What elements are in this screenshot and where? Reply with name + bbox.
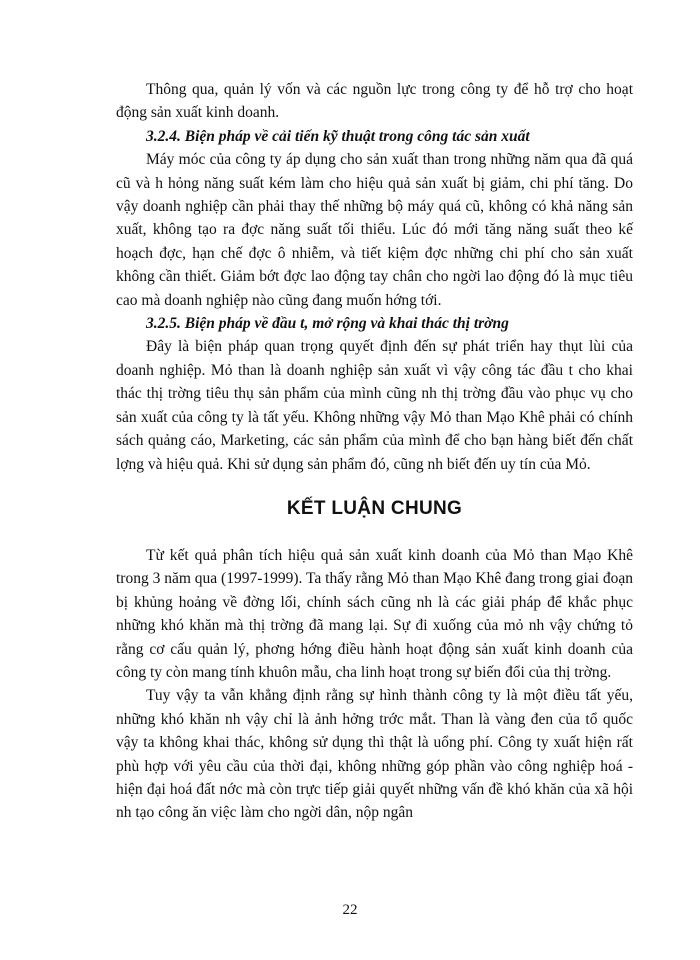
paragraph-technical-improvement: Máy móc của công ty áp dụng cho sản xuất than trong những năm qua đã quá cũ và h hỏng năng suất kém làm cho hiệu quả sản xuất bị giảm, chi phí tăng. Do vậy doanh nghiệp cần phải thay thế những bộ máy quá cũ, không có khả năng sản xuất, không tạo ra đợc năng suất tối thiểu. Lúc đó mới tăng năng suất theo kế hoạch đợc, hạn chế đợc ô nhiễm, và tiết kiệm đợc những chi phí cho sản xuất không cần thiết. Giảm bớt đợc lao động tay chân cho ngời lao động đó là mục tiêu cao mà doanh nghiệp nào cũng đang muốn hớng tới. bbox=[116, 151, 633, 309]
page-number: 22 bbox=[342, 902, 358, 918]
section-heading-3-2-4: 3.2.4. Biện pháp về cải tiến kỹ thuật trong công tác sản xuất bbox=[146, 127, 530, 145]
conclusion-paragraph-2: Tuy vậy ta vẫn khẳng định rằng sự hình thành công ty là một điều tất yếu, những khó khăn nh vậy chỉ là ảnh hởng trớc mắt. Than là vàng đen của tổ quốc vậy ta không khai thác, không sử dụng thì thật là uổng phí. Công ty xuất hiện rất phù hợp với yêu cầu của thời đại, không những góp phần vào công nghiệp hoá -hiện đại hoá đất nớc mà còn trực tiếp giải quyết những vấn đề khó khăn của xã hội nh tạo công ăn việc làm cho ngời dân, nộp ngân bbox=[116, 687, 633, 822]
paragraph-resources: Thông qua, quản lý vốn và các nguồn lực trong công ty để hỗ trợ cho hoạt động sản xuất kinh doanh. bbox=[116, 81, 633, 122]
conclusion-paragraph-1: Từ kết quả phân tích hiệu quả sản xuất kinh doanh của Mỏ than Mạo Khê trong 3 năm qua (1997-1999). Ta thấy rằng Mỏ than Mạo Khê đang trong giai đoạn bị khủng hoảng về đờng lối, chính sách cũng nh là các giải pháp để khắc phục những khó khăn mà thị trờng đã mang lại. Sự đi xuống của mỏ nh vậy chứng tỏ rằng cơ cấu quản lý, phơng hớng điều hành hoạt động sản xuất kinh doanh của công ty còn mang tính khuôn mẫu, cha linh hoạt trong sự biến đổi của thị trờng. bbox=[116, 546, 633, 681]
conclusion-title: KẾT LUẬN CHUNG bbox=[286, 497, 463, 519]
paragraph-market-investment: Đây là biện pháp quan trọng quyết định đến sự phát triển hay thụt lùi của doanh nghiệp. Mỏ than là doanh nghiệp sản xuất vì vậy công tác đầu t cho khai thác thị trờng tiêu thụ sản phẩm của mình cũng nh thị trờng đầu vào phục vụ cho sản xuất của công ty là tất yếu. Không những vậy Mỏ than Mạo Khê phải có chính sách quảng cáo, Marketing, các sản phẩm của mình để cho bạn hàng biết đến chất lợng và hiệu quả. Khi sử dụng sản phẩm đó, cũng nh biết đến uy tín của Mỏ. bbox=[116, 338, 633, 473]
body-text bbox=[116, 78, 633, 825]
section-heading-3-2-5: 3.2.5. Biện pháp về đầu t, mở rộng và khai thác thị trờng bbox=[146, 315, 509, 333]
